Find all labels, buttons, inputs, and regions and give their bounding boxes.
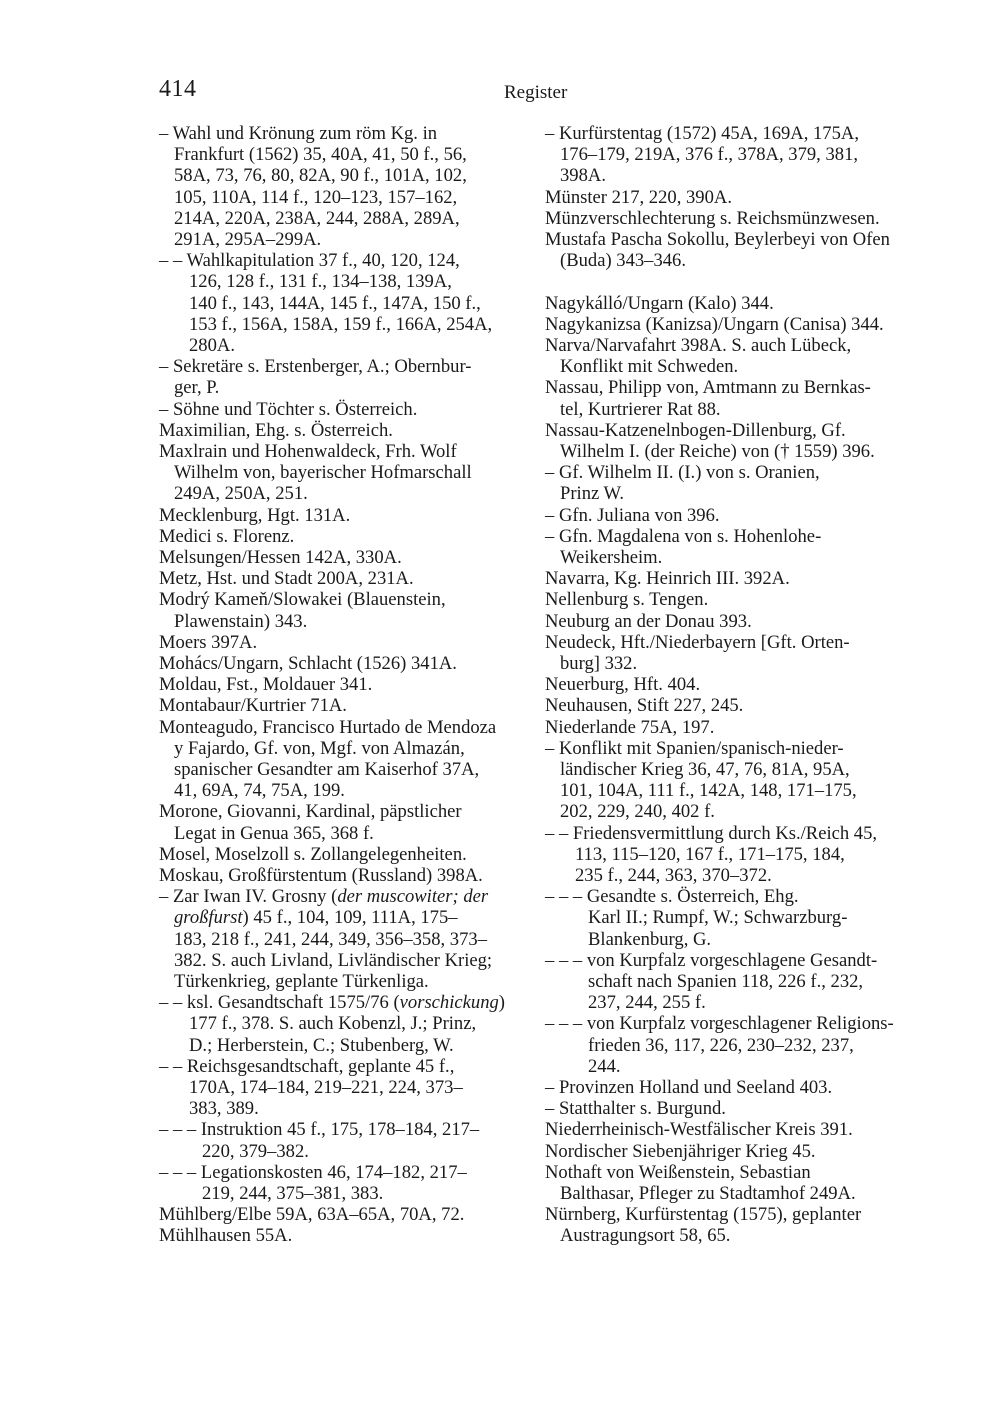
index-text: – – ksl. Gesandtschaft 1575/76 ( (159, 992, 400, 1014)
index-line (545, 1204, 861, 1226)
index-line (545, 695, 743, 717)
index-line (560, 653, 637, 675)
index-text: Blankenburg, G. (588, 928, 712, 950)
index-line (588, 1035, 854, 1057)
italic-quote: der muscowiter; der (337, 886, 489, 908)
index-line (159, 250, 460, 272)
index-text: – – – Legationskosten 46, 174–182, 217– (159, 1161, 467, 1183)
index-line (189, 1077, 463, 1099)
index-text: Medici s. Florenz. (159, 525, 295, 547)
index-line (189, 335, 235, 357)
index-line (159, 865, 483, 887)
index-text: 140 f., 143, 144A, 145 f., 147A, 150 f., (189, 292, 481, 314)
index-line (545, 505, 720, 527)
index-text: Monteagudo, Francisco Hurtado de Mendoza (159, 716, 497, 738)
index-text: Neuerburg, Hft. 404. (545, 674, 701, 696)
italic-quote: vorschickung (399, 992, 499, 1014)
index-line (189, 1098, 259, 1120)
index-line (560, 441, 875, 463)
index-line (545, 1077, 832, 1099)
index-line (588, 992, 706, 1014)
index-text: 219, 244, 375–381, 383. (202, 1183, 384, 1204)
index-line (174, 144, 467, 166)
index-text: Weikersheim. (560, 547, 663, 568)
index-text: Nordischer Siebenjähriger Krieg 45. (545, 1140, 816, 1162)
index-text: Prinz W. (560, 483, 625, 505)
index-text: Metz, Hst. und Stadt 200A, 231A. (159, 568, 414, 590)
index-line (560, 399, 721, 421)
index-line (545, 611, 752, 633)
index-text: 202, 229, 240, 402 f. (560, 801, 715, 823)
index-text: Wilhelm von, bayerischer Hofmarschall (174, 462, 472, 484)
index-text: 105, 110A, 114 f., 120–123, 157–162, (174, 186, 458, 208)
index-text: Niederrheinisch-Westfälischer Kreis 391. (545, 1119, 853, 1141)
index-line (545, 568, 790, 590)
index-line (545, 1141, 816, 1163)
index-text-after: ) (498, 992, 505, 1014)
index-text: – – Wahlkapitulation 37 f., 40, 120, 124, (159, 250, 460, 272)
index-text: Montabaur/Kurtrier 71A. (159, 695, 347, 717)
index-text: Nürnberg, Kurfürstentag (1575), geplanter (545, 1204, 862, 1226)
index-line (159, 1119, 479, 1141)
index-text: – – Friedensvermittlung durch Ks./Reich 45, (545, 822, 878, 844)
index-text: 280A. (189, 335, 235, 356)
index-line (189, 1013, 476, 1035)
index-text: Mustafa Pascha Sokollu, Beylerbeyi von Ofen (545, 229, 890, 250)
index-text: 214A, 220A, 238A, 244, 288A, 289A, (174, 207, 460, 229)
index-text: 58A, 73, 76, 80, 82A, 90 f., 101A, 102, (174, 165, 467, 187)
index-text: Mosel, Moselzoll s. Zollangelegenheiten. (159, 843, 467, 865)
index-line (545, 377, 871, 399)
index-line (159, 1225, 292, 1247)
index-line (545, 674, 700, 696)
index-line (545, 462, 820, 484)
index-line (189, 271, 452, 293)
index-line (159, 547, 402, 569)
index-line (560, 1225, 730, 1247)
index-line (202, 1183, 383, 1205)
index-text: 153 f., 156A, 158A, 159 f., 166A, 254A, (189, 313, 493, 335)
index-line (545, 526, 821, 548)
index-line (174, 780, 345, 802)
index-text: 170A, 174–184, 219–221, 224, 373– (189, 1077, 463, 1098)
index-text: Narva/Narvafahrt 398A. S. auch Lübeck, (545, 335, 852, 356)
index-line (159, 844, 467, 866)
index-line (545, 314, 884, 336)
index-text: 183, 218 f., 241, 244, 349, 356–358, 373– (174, 928, 487, 950)
index-line (189, 314, 492, 336)
index-text: – Gfn. Juliana von 396. (545, 504, 720, 526)
index-text: frieden 36, 117, 226, 230–232, 237, (588, 1034, 854, 1056)
index-line (174, 907, 458, 929)
index-text: Nothaft von Weißenstein, Sebastian (545, 1161, 811, 1183)
index-line (174, 165, 467, 187)
index-line (174, 187, 457, 209)
index-text: ger, P. (174, 377, 220, 399)
index-line (575, 865, 772, 887)
index-line (560, 165, 606, 187)
index-line (560, 759, 850, 781)
index-line (159, 886, 488, 908)
index-line (545, 950, 877, 972)
index-text: (Buda) 343–346. (560, 250, 687, 272)
index-line (588, 971, 863, 993)
index-text: Austragungsort 58, 65. (560, 1225, 731, 1247)
index-line (545, 632, 850, 654)
index-line (545, 1013, 894, 1035)
index-text: – Kurfürstentag (1572) 45A, 169A, 175A, (545, 123, 859, 144)
index-text: – Provinzen Holland und Seeland 403. (545, 1077, 833, 1098)
index-line (174, 950, 492, 972)
index-line (174, 759, 479, 781)
index-text: Morone, Giovanni, Kardinal, päpstlicher (159, 801, 462, 823)
index-text: – Konflikt mit Spanien/spanisch-nieder- (545, 737, 844, 759)
index-line (545, 886, 799, 908)
index-line (159, 420, 393, 442)
index-line (545, 229, 890, 251)
index-line (159, 123, 437, 145)
index-text: – – – Instruktion 45 f., 175, 178–184, 217– (159, 1119, 480, 1141)
index-line (159, 1204, 464, 1226)
index-text: Balthasar, Pfleger zu Stadtamhof 249A. (560, 1183, 856, 1204)
index-text: Frankfurt (1562) 35, 40A, 41, 50 f., 56, (174, 144, 467, 166)
index-text: Wilhelm I. (der Reiche) von († 1559) 396. (560, 441, 875, 462)
index-line (159, 356, 471, 378)
index-line (159, 1056, 454, 1078)
index-line (159, 801, 462, 823)
index-line (560, 1183, 856, 1205)
index-text: Konflikt mit Schweden. (560, 356, 739, 378)
index-text: – Wahl und Krönung zum röm Kg. in (159, 123, 438, 144)
index-text: Maxlrain und Hohenwaldeck, Frh. Wolf (159, 441, 457, 462)
index-text: Münster 217, 220, 390A. (545, 186, 732, 208)
index-line (545, 123, 859, 145)
index-line (159, 399, 417, 421)
index-text: Nassau-Katzenelnbogen-Dillenburg, Gf. (545, 419, 846, 441)
index-line (545, 823, 877, 845)
index-text: – Statthalter s. Burgund. (545, 1098, 726, 1120)
running-head: Register (504, 82, 568, 103)
index-text: 249A, 250A, 251. (174, 483, 308, 505)
index-text: Niederlande 75A, 197. (545, 716, 715, 738)
index-text: – – – Gesandte s. Österreich, Ehg. (545, 886, 799, 908)
index-text: 383, 389. (189, 1098, 259, 1120)
index-text: 220, 379–382. (202, 1140, 309, 1162)
index-text: spanischer Gesandter am Kaiserhof 37A, (174, 759, 480, 780)
index-line (202, 1141, 309, 1163)
index-line (560, 356, 738, 378)
index-text: 237, 244, 255 f. (588, 992, 706, 1014)
index-line (560, 144, 858, 166)
index-text: Neuburg an der Donau 393. (545, 610, 752, 632)
index-text: Moldau, Fst., Moldauer 341. (159, 674, 373, 696)
index-text: – Söhne und Töchter s. Österreich. (159, 398, 418, 420)
index-line (545, 1162, 811, 1184)
index-line (174, 738, 465, 760)
index-text: schaft nach Spanien 118, 226 f., 232, (588, 971, 864, 992)
index-text: 176–179, 219A, 376 f., 378A, 379, 381, (560, 144, 859, 166)
index-line (159, 695, 347, 717)
index-line (159, 441, 457, 463)
index-text: Modrý Kameň/Slowakei (Blauenstein, (159, 589, 446, 611)
index-text: ländischer Krieg 36, 47, 76, 81A, 95A, (560, 759, 850, 780)
index-line (588, 907, 847, 929)
index-text: 235 f., 244, 363, 370–372. (575, 865, 772, 886)
index-line (545, 187, 732, 209)
index-line (174, 971, 429, 993)
index-line (174, 462, 472, 484)
index-text: Melsungen/Hessen 142A, 330A. (159, 547, 402, 568)
index-line (159, 632, 257, 654)
index-line (159, 568, 414, 590)
index-line (545, 1098, 726, 1120)
index-text: Mühlberg/Elbe 59A, 63A–65A, 70A, 72. (159, 1204, 465, 1226)
index-text: Mohács/Ungarn, Schlacht (1526) 341A. (159, 653, 457, 674)
index-text: 398A. (560, 165, 606, 187)
index-line (560, 547, 662, 569)
index-text: – Gfn. Magdalena von s. Hohenlohe- (545, 525, 822, 547)
index-text: – – – von Kurpfalz vorgeschlagene Gesandt- (545, 949, 878, 971)
index-line (174, 611, 307, 633)
index-line (545, 1119, 853, 1141)
index-line (545, 738, 844, 760)
index-line (560, 780, 857, 802)
index-text: Münzverschlechterung s. Reichsmünzwesen. (545, 207, 880, 229)
index-text: – – – von Kurpfalz vorgeschlagener Religions- (545, 1013, 894, 1035)
index-text: 41, 69A, 74, 75A, 199. (174, 780, 345, 802)
index-text: 101, 104A, 111 f., 142A, 148, 171–175, (560, 780, 857, 802)
index-text: Neudeck, Hft./Niederbayern [Gft. Orten- (545, 631, 850, 653)
index-text: Navarra, Kg. Heinrich III. 392A. (545, 568, 790, 590)
index-line (545, 589, 708, 611)
index-text: tel, Kurtrierer Rat 88. (560, 398, 721, 420)
index-text: 382. S. auch Livland, Livländischer Krieg; (174, 949, 493, 971)
index-line (159, 589, 446, 611)
index-text: Mühlhausen 55A. (159, 1225, 293, 1247)
index-line (159, 505, 350, 527)
index-text-after: ) 45 f., 104, 109, 111A, 175– (242, 907, 458, 929)
index-text: Maximilian, Ehg. s. Österreich. (159, 419, 393, 441)
index-line (560, 483, 624, 505)
index-text: Nagykálló/Ungarn (Kalo) 344. (545, 292, 774, 314)
index-text: 177 f., 378. S. auch Kobenzl, J.; Prinz, (189, 1013, 477, 1035)
index-text: – Zar Iwan IV. Grosny ( (159, 886, 338, 908)
index-text: – Gf. Wilhelm II. (I.) von s. Oranien, (545, 462, 820, 484)
index-text: Neuhausen, Stift 227, 245. (545, 695, 744, 717)
index-line (545, 293, 774, 315)
index-line (159, 992, 505, 1014)
index-text: Karl II.; Rumpf, W.; Schwarzburg- (588, 907, 848, 929)
index-line (189, 1035, 454, 1057)
index-text: 113, 115–120, 167 f., 171–175, 184, (575, 843, 845, 865)
index-text: Moskau, Großfürstentum (Russland) 398A. (159, 865, 483, 886)
index-text: burg] 332. (560, 653, 638, 674)
index-line (159, 717, 496, 739)
index-line (174, 377, 219, 399)
index-text: – – Reichsgesandtschaft, geplante 45 f., (159, 1055, 455, 1077)
index-line (159, 1162, 467, 1184)
index-line (174, 823, 374, 845)
index-line (545, 717, 714, 739)
index-text: 244. (588, 1055, 621, 1077)
index-line (174, 929, 487, 951)
page-number: 414 (159, 76, 197, 102)
index-line (545, 335, 851, 357)
index-text: Moers 397A. (159, 631, 258, 653)
index-text: Plawenstain) 343. (174, 610, 308, 632)
index-text: – Sekretäre s. Erstenberger, A.; Obernbur- (159, 356, 472, 378)
index-text: Türkenkrieg, geplante Türkenliga. (174, 971, 429, 992)
index-line (545, 420, 846, 442)
index-line (545, 208, 880, 230)
index-text: Nassau, Philipp von, Amtmann zu Bernkas- (545, 377, 871, 399)
index-line (575, 844, 845, 866)
index-line (174, 229, 321, 251)
index-line (159, 526, 294, 548)
index-text: Legat in Genua 365, 368 f. (174, 822, 374, 844)
index-line (588, 1056, 621, 1078)
index-text: y Fajardo, Gf. von, Mgf. von Almazán, (174, 737, 465, 759)
index-line (588, 929, 711, 951)
index-text: Mecklenburg, Hgt. 131A. (159, 504, 351, 526)
index-line (174, 483, 308, 505)
index-text: 126, 128 f., 131 f., 134–138, 139A, (189, 271, 452, 293)
index-text: Nellenburg s. Tengen. (545, 589, 709, 611)
index-line (174, 208, 460, 230)
index-line (159, 674, 372, 696)
index-text: 291A, 295A–299A. (174, 229, 322, 250)
index-text: D.; Herberstein, C.; Stubenberg, W. (189, 1034, 454, 1056)
index-text: Nagykanizsa (Kanizsa)/Ungarn (Canisa) 344. (545, 313, 884, 335)
index-line (159, 653, 457, 675)
italic-quote: großfurst (174, 907, 243, 929)
index-line (560, 801, 715, 823)
index-line (560, 250, 686, 272)
index-line (189, 293, 481, 315)
